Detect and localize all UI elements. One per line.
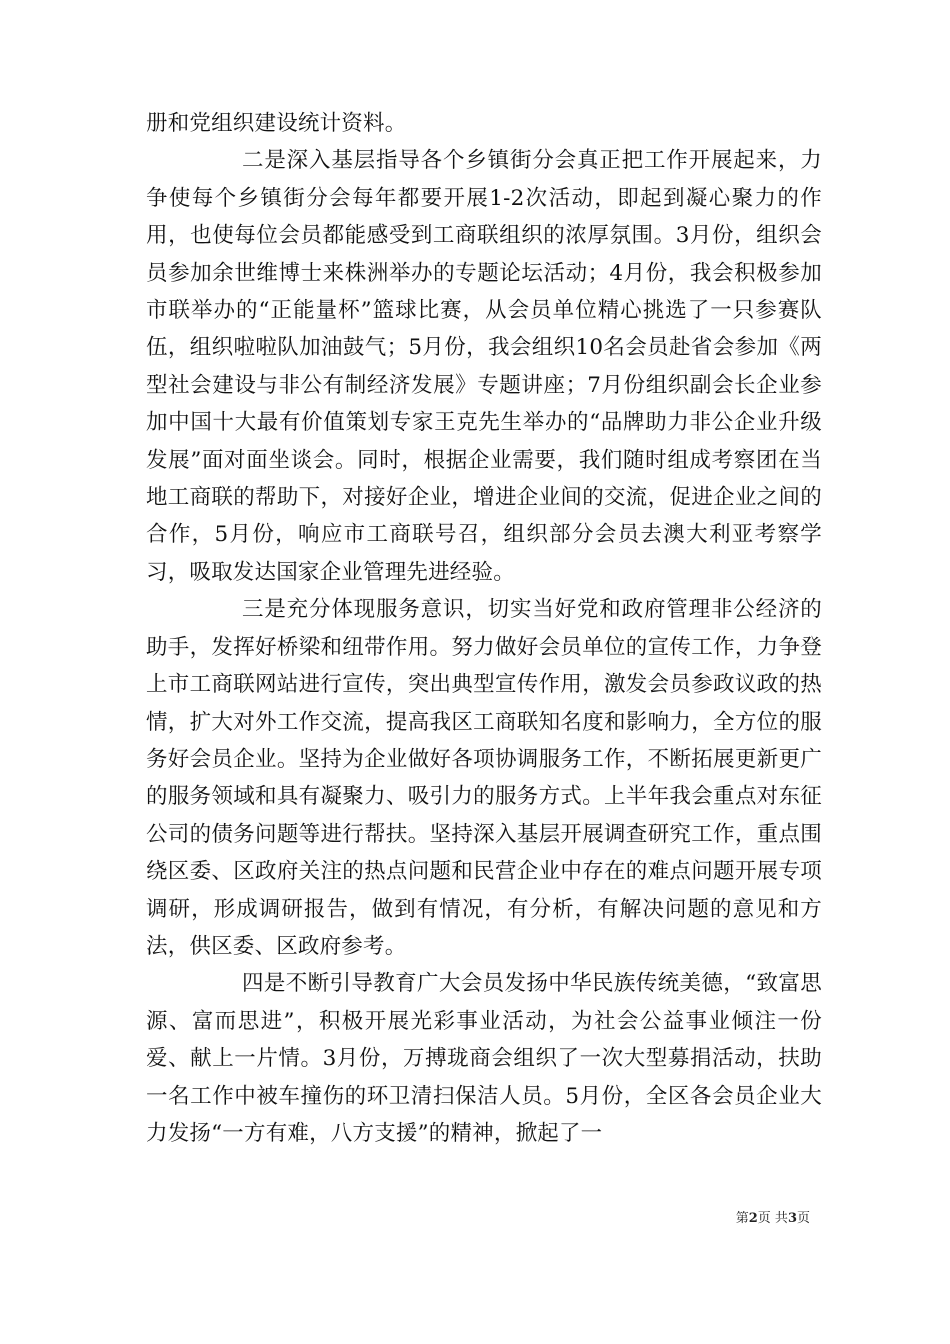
page-number-footer — [736, 1207, 810, 1226]
paragraph-point-three: 三是充分体现服务意识，切实当好党和政府管理非公经济的助手，发挥好桥梁和纽带作用。努力做好会员单位的宣传工作，力争登上市工商联网站进行宣传，突出典型宣传作用，激发会员参政议政的热情，扩大对外工作交流，提高我区工商联知名度和影响力，全方位的服务好会员企业。坚持为企业做好各项协调服务工作，不断拓展更新更广的服务领域和具有凝聚力、吸引力的服务方式。上半年我会重点对东征公司的债务问题等进行帮扶。坚持深入基层开展调查研究工作，重点围绕区委、区政府关注的热点问题和民营企业中存在的难点问题开展专项调研，形成调研报告，做到有情况，有分析，有解决问题的意见和方法，供区委、区政府参考。 — [146, 597, 822, 959]
document-body — [146, 105, 822, 1152]
footer-suffix: 页 — [796, 1211, 810, 1226]
current-page-number: 2 — [748, 1211, 758, 1226]
footer-prefix: 第 — [735, 1211, 749, 1226]
paragraph-point-four: 四是不断引导教育广大会员发扬中华民族传统美德，“致富思源、富而思进”，积极开展光彩事业活动，为社会公益事业倾注一份爱、献上一片情。3月份，万搏珑商会组织了一次大型募捐活动，扶助一名工作中被车撞伤的环卫清扫保洁人员。5月份，全区各会员企业大力发扬“一方有难，八方支援”的精神，掀起了一 — [146, 971, 822, 1146]
paragraph-continuation: 册和党组织建设统计资料。 — [146, 111, 407, 136]
total-pages-number: 3 — [787, 1211, 797, 1226]
footer-middle: 页 共 — [757, 1211, 788, 1226]
paragraph-point-two: 二是深入基层指导各个乡镇街分会真正把工作开展起来，力争使每个乡镇街分会每年都要开展1-2次活动，即起到凝心聚力的作用，也使每位会员都能感受到工商联组织的浓厚氛围。3月份，组织会员参加余世维博士来株洲举办的专题论坛活动；4月份，我会积极参加市联举办的“正能量杯”篮球比赛，从会员单位精心挑选了一只参赛队伍，组织啦啦队加油鼓气；5月份，我会组织10名会员赴省会参加《两型社会建设与非公有制经济发展》专题讲座；7月份组织副会长企业参加中国十大最有价值策划专家王克先生举办的“品牌助力非公企业升级发展”面对面坐谈会。同时，根据企业需要，我们随时组成考察团在当地工商联的帮助下，对接好企业，增进企业间的交流，促进企业之间的合作，5月份，响应市工商联号召，组织部分会员去澳大利亚考察学习，吸取发达国家企业管理先进经验。 — [146, 148, 822, 585]
